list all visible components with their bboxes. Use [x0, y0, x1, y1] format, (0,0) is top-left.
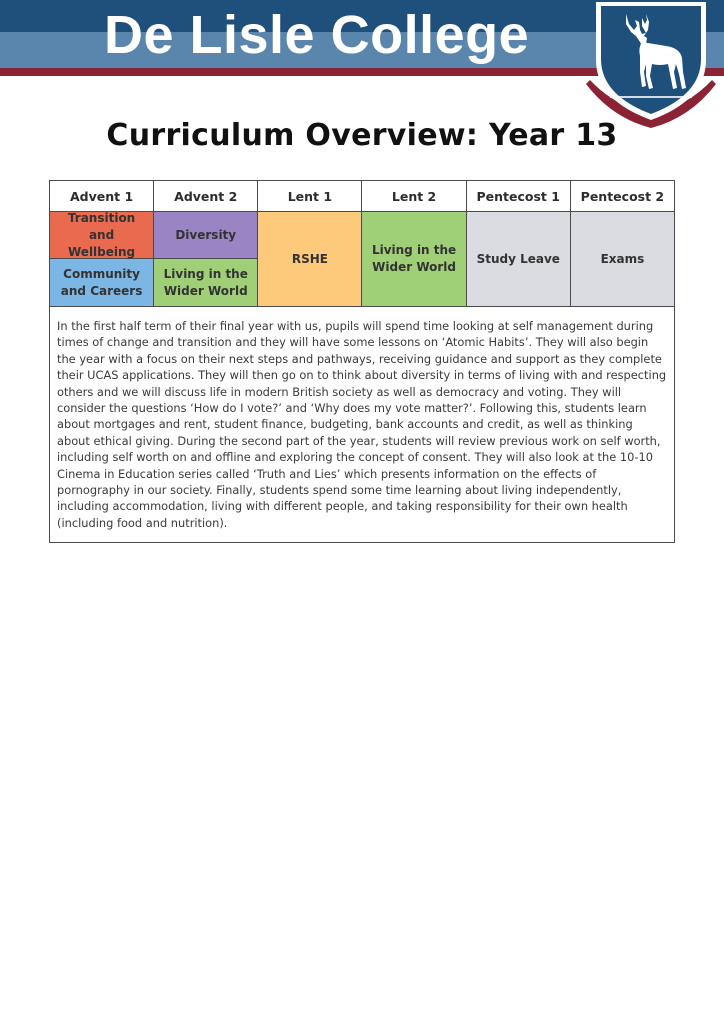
term-header-advent-2: Advent 2	[154, 181, 258, 212]
topic-living-in-the-wider-world-advent: Living in the Wider World	[154, 259, 258, 307]
topic-rshe: RSHE	[258, 212, 362, 307]
term-header-pentecost-1: Pentecost 1	[467, 181, 571, 212]
description-text: In the first half term of their final year with us, pupils will spend time looking at self management during times of change and transition and they will have some lessons on ‘Atomic Habits’. They will also begin the year with a focus on their next steps and pathways, receiving guidance and support as they complete their UCAS applications. They will then go on to think about diversity in terms of living with and respecting others and we will discuss life in modern British society as well as democracy and voting. They will consider the questions ‘How do I vote?’ and ‘Why does my vote matter?’. Following this, students learn about mortgages and rent, student finance, budgeting, bank accounts and credit, as well as thinking about ethical giving. During the second part of the year, students will review previous work on self worth, including self worth on and offline and exploring the concept of consent. They will also look at the 10-10 Cinema in Education series called ‘Truth and Lies’ which presents information on the effects of pornography in our society. Finally, students spend some time learning about living independently, including accommodation, living with different people, and taking responsibility for their own health (including food and nutrition).	[57, 319, 667, 530]
topic-living-in-the-wider-world-lent: Living in the Wider World	[362, 212, 466, 307]
topic-diversity: Diversity	[154, 212, 258, 259]
topic-exams: Exams	[571, 212, 675, 307]
term-header-lent-1: Lent 1	[258, 181, 362, 212]
term-header-lent-2: Lent 2	[362, 181, 466, 212]
term-header-pentecost-2: Pentecost 2	[571, 181, 675, 212]
topic-study-leave: Study Leave	[467, 212, 571, 307]
curriculum-table	[49, 180, 675, 306]
term-header-advent-1: Advent 1	[50, 181, 154, 212]
page-title: Curriculum Overview: Year 13	[106, 118, 618, 153]
topic-transition-and-wellbeing: Transition and Wellbeing	[50, 212, 154, 259]
topic-community-and-careers: Community and Careers	[50, 259, 154, 307]
curriculum-description	[49, 306, 675, 543]
college-name: De Lisle College	[104, 5, 530, 65]
